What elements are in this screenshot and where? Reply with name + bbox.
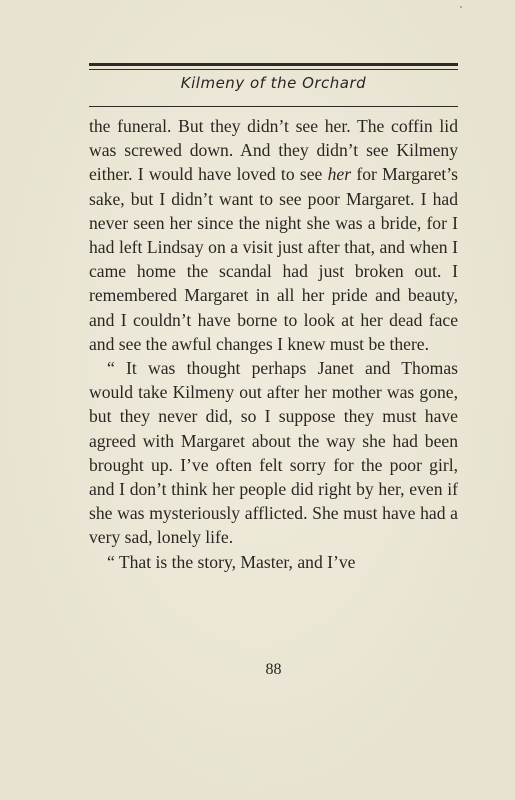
paragraph-2: “ It was thought perhaps Janet and Thomas would take Kilmeny out after her mother was gone, but they never did, so I suppose they must have agreed with Margaret about the way she had been brought up. I’ve often felt sorry for the poor girl, and I don’t think her people did right by her, even if she was mysteriously afflicted. She must have had a very sad, lonely life. [89,358,458,548]
paragraph-1-part-a: the funeral. But they didn’t see her. The coffin lid was screwed down. And they didn’t see Kilmeny either. I would have loved to see [89,116,458,185]
body-text [89,114,458,574]
paragraph-3: “ That is the story, Master, and I’ve [107,551,356,572]
header-rule-under [89,106,458,107]
page-number: 88 [265,661,282,678]
paragraph-1-emphasis: her [327,164,352,185]
paper-speck [460,6,462,8]
paragraph-1-part-b: for Margaret’s sake, but I didn’t want to see poor Margaret. I had never seen her since the night she was a bride, for I had left Lindsay on a visit just after that, and when I came home the scandal had just broken out. I remembered Margaret in all her pride and beauty, and I couldn’t have borne to look at her dead face and see the awful changes I knew must be there. [89,164,459,354]
paragraph-1 [89,114,458,356]
running-title: Kilmeny of the Orchard [180,74,367,92]
header-rule-thick [89,63,458,66]
header-rule-thin [89,69,458,70]
